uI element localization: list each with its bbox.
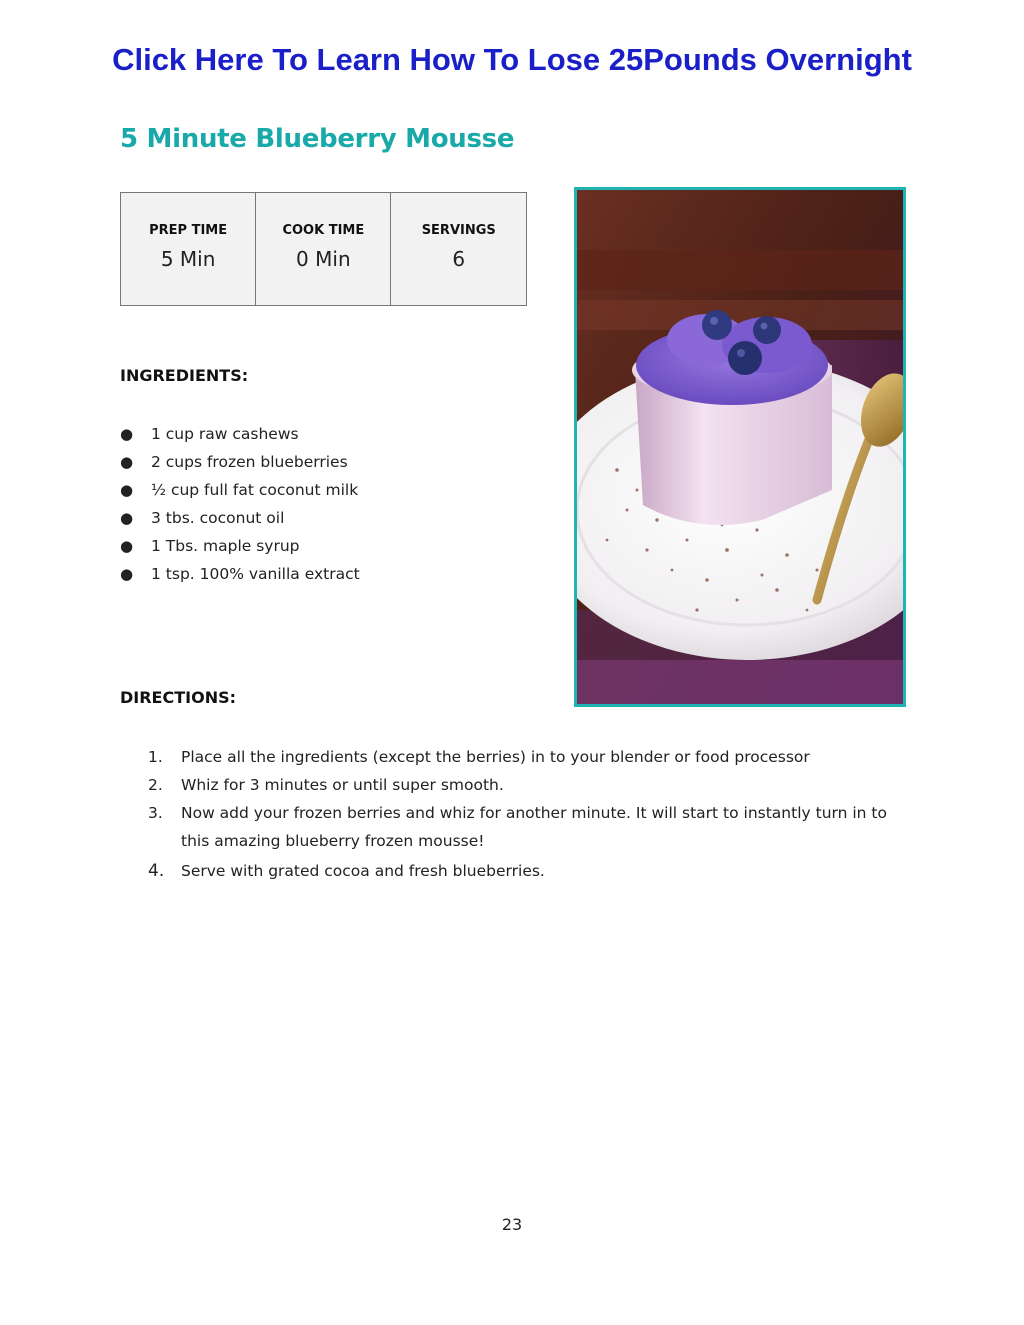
step-number: 2. <box>148 776 163 794</box>
direction-step <box>148 743 908 771</box>
prep-time-cell <box>121 193 256 306</box>
directions-heading: DIRECTIONS: <box>120 688 237 707</box>
step-number: 4. <box>148 861 165 881</box>
bullet-icon: ● <box>120 481 134 499</box>
ingredient-item <box>120 448 360 476</box>
cook-time-label: COOK TIME <box>282 223 365 238</box>
promo-link[interactable]: Click Here To Learn How To Lose 25Pounds Overnight <box>112 42 912 77</box>
prep-time-value: 5 Min <box>160 247 216 271</box>
direction-step <box>148 799 908 855</box>
bullet-icon: ● <box>120 537 134 555</box>
servings-label: SERVINGS <box>421 223 496 238</box>
step-text: Place all the ingredients (except the berries) in to your blender or food processor <box>181 748 810 766</box>
ingredient-text: 1 cup raw cashews <box>151 425 299 443</box>
direction-step <box>148 857 908 885</box>
bullet-icon: ● <box>120 453 134 471</box>
bullet-icon: ● <box>120 509 134 527</box>
cook-time-value: 0 Min <box>296 247 351 271</box>
servings-cell <box>391 193 527 306</box>
ingredient-item <box>120 560 360 588</box>
mousse-photo-illustration <box>577 190 903 704</box>
step-text: Serve with grated cocoa and fresh blueberries. <box>181 862 545 880</box>
recipe-title: 5 Minute Blueberry Mousse <box>120 124 515 154</box>
ingredient-item <box>120 532 360 560</box>
ingredient-text: 1 tsp. 100% vanilla extract <box>151 565 360 583</box>
ingredient-text: 2 cups frozen blueberries <box>151 453 348 471</box>
step-text: Whiz for 3 minutes or until super smooth. <box>181 776 504 794</box>
step-number: 3. <box>148 804 163 822</box>
step-text: Now add your frozen berries and whiz for another minute. It will start to instantly turn in to this amazing blueberry frozen mousse! <box>181 804 887 850</box>
servings-value: 6 <box>452 247 466 271</box>
ingredient-text: ½ cup full fat coconut milk <box>151 481 359 499</box>
direction-step <box>148 771 908 799</box>
directions-list <box>148 743 908 885</box>
ingredient-text: 1 Tbs. maple syrup <box>151 537 300 555</box>
recipe-info-table <box>120 192 527 306</box>
bullet-icon: ● <box>120 425 134 443</box>
ingredient-item <box>120 476 360 504</box>
ingredient-item <box>120 504 360 532</box>
bullet-icon: ● <box>120 565 134 583</box>
cook-time-cell <box>256 193 391 306</box>
step-number: 1. <box>148 748 163 766</box>
ingredients-heading: INGREDIENTS: <box>120 366 249 385</box>
prep-time-label: PREP TIME <box>149 223 228 238</box>
ingredients-list <box>120 420 360 588</box>
ingredient-text: 3 tbs. coconut oil <box>151 509 285 527</box>
page-number: 23 <box>501 1215 523 1234</box>
ingredient-item <box>120 420 360 448</box>
recipe-photo <box>574 187 906 707</box>
